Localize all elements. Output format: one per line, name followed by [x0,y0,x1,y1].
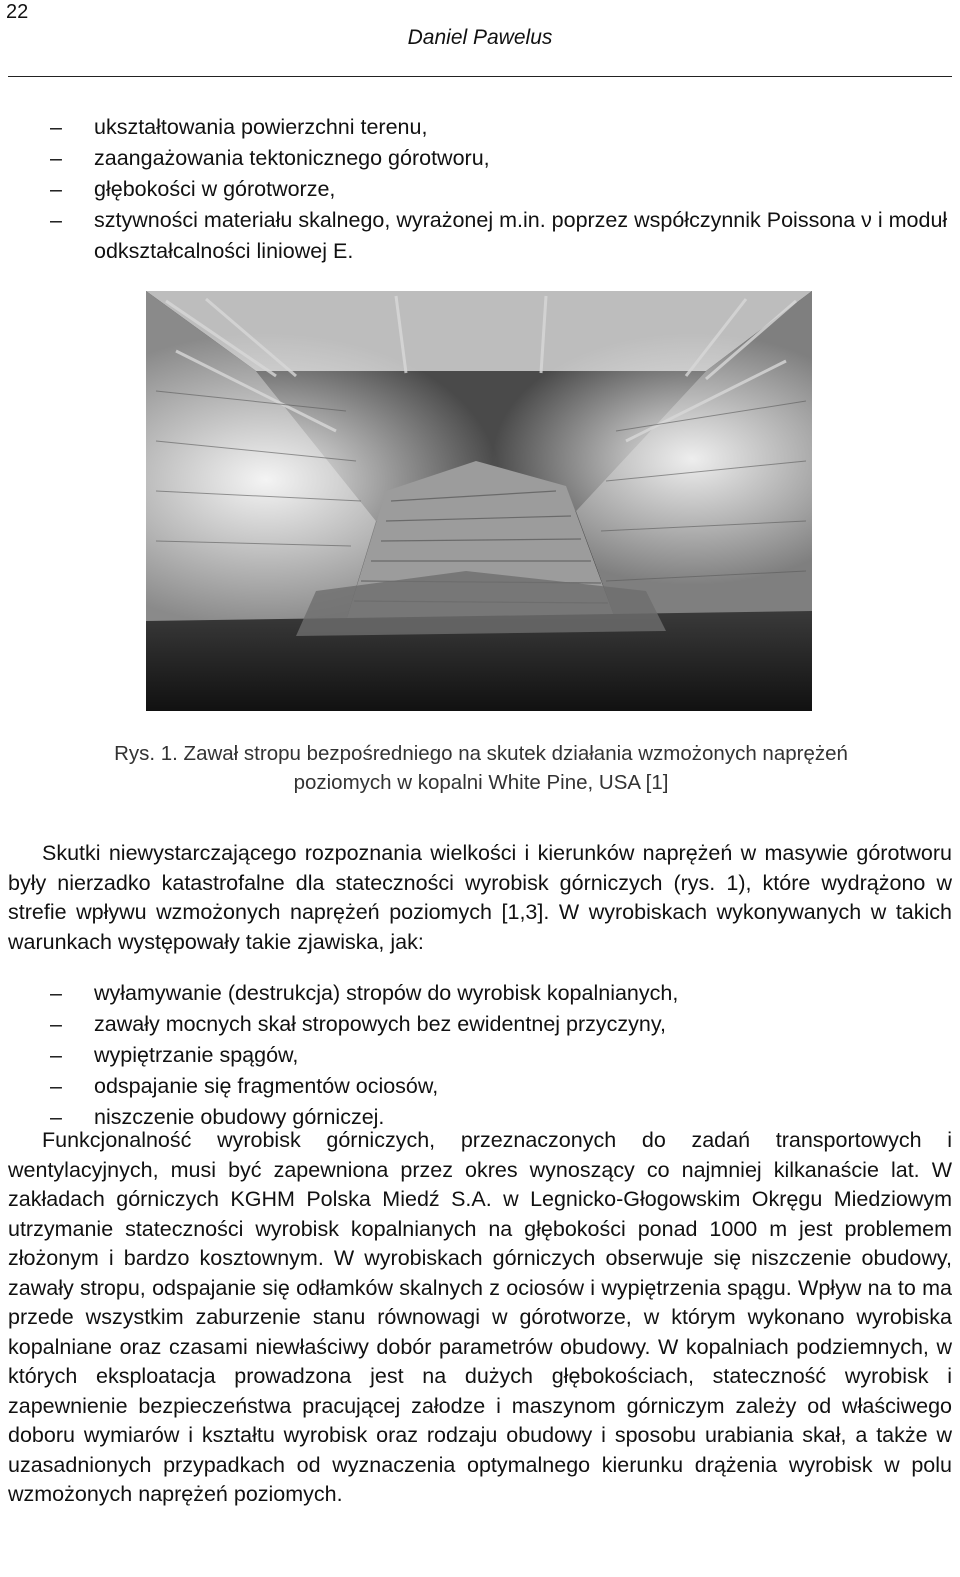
list-item [50,205,952,267]
list-item [50,1040,952,1071]
list-item [50,112,952,143]
list-item [50,143,952,174]
list-item [50,978,952,1009]
figure-caption: Rys. 1. Zawał stropu bezpośredniego na skutek działania wzmożonych naprężeń poziomych w kopalni White Pine, USA [1] [114,742,848,794]
list-item-text: zaangażowania tektonicznego górotworu, [94,146,490,170]
mine-roof-collapse-photo [146,291,812,711]
list-item-text: niszczenie obudowy górniczej. [94,1105,385,1129]
phenomena-list-items [50,978,952,1133]
dash-bullet: – [50,177,62,201]
body-paragraph: Skutki niewystarczającego rozpoznania wielkości i kierunków naprężeń w masywie górotworu były nierzadko katastrofalne dla stateczności wyrobisk górniczych (rys. 1), które wydrążono w strefie wpływu wzmożonych naprężeń poziomych [1,3]. W wyrobiskach wykonywanych w takich warunkach występowały takie zjawiska, jak: [8,841,952,954]
list-item-text: wyłamywanie (destrukcja) stropów do wyrobisk kopalnianych, [94,981,679,1005]
body-paragraph: Funkcjonalność wyrobisk górniczych, przeznaczonych do zadań transportowych i wentylacyjnych, musi być zapewniona przez okres wynoszący co najmniej kilkanaście lat. W zakładach górniczych KGHM Polska Miedź S.A. w Legnicko-Głogowskim Okręgu Miedziowym utrzymanie stateczności wyrobisk kopalnianych na głębokości ponad 1000 m jest problemem złożonym i bardzo kosztownym. W wyrobiskach górniczych obserwuje się niszczenie obudowy, zawały stropu, odspajanie się odłamków skalnych z ociosów i wypiętrzenia spągu. Wpływ na to ma przede wszystkim zaburzenie stanu równowagi w górotworze, w którym wykonano wyrobiska kopalniane oraz czasami niewłaściwy dobór parametrów obudowy. W kopalniach podziemnych, w których eksploatacja prowadzona jest na dużych głębokościach, stateczność wyrobisk i zapewnienie bezpieczeństwa pracującej załodze i maszynom górniczym zależy od właściwego doboru wymiarów i kształtu wyrobisk oraz rodzaju obudowy i sposobu urabiania skał, a także w uzasadnionych przypadkach od wyznaczenia optymalnego kierunku drążenia wyrobisk w polu wzmożonych naprężeń poziomych. [8,1128,952,1506]
list-item-text: głębokości w górotworze, [94,177,336,201]
dash-bullet: – [50,115,62,139]
list-item [50,174,952,205]
dash-bullet: – [50,1105,62,1129]
factor-list [50,112,952,267]
list-item [50,1009,952,1040]
dash-bullet: – [50,1043,62,1067]
page-number: 22 [6,1,29,23]
list-item-text: ukształtowania powierzchni terenu, [94,115,428,139]
list-item-text: odspajanie się fragmentów ociosów, [94,1074,439,1098]
list-item-text: sztywności materiału skalnego, wyrażonej m.in. poprzez współczynnik Poissona ν i moduł odkształcalności liniowej E. [94,208,948,263]
dash-bullet: – [50,1012,62,1036]
running-head-author: Daniel Pawelus [407,26,553,49]
list-item-text: wypiętrzanie spągów, [94,1043,299,1067]
dash-bullet: – [50,981,62,1005]
dash-bullet: – [50,146,62,170]
list-item-text: zawały mocnych skał stropowych bez ewidentnej przyczyny, [94,1012,666,1036]
header-rule [8,76,952,77]
list-item [50,1071,952,1102]
dash-bullet: – [50,1074,62,1098]
dash-bullet: – [50,208,62,232]
